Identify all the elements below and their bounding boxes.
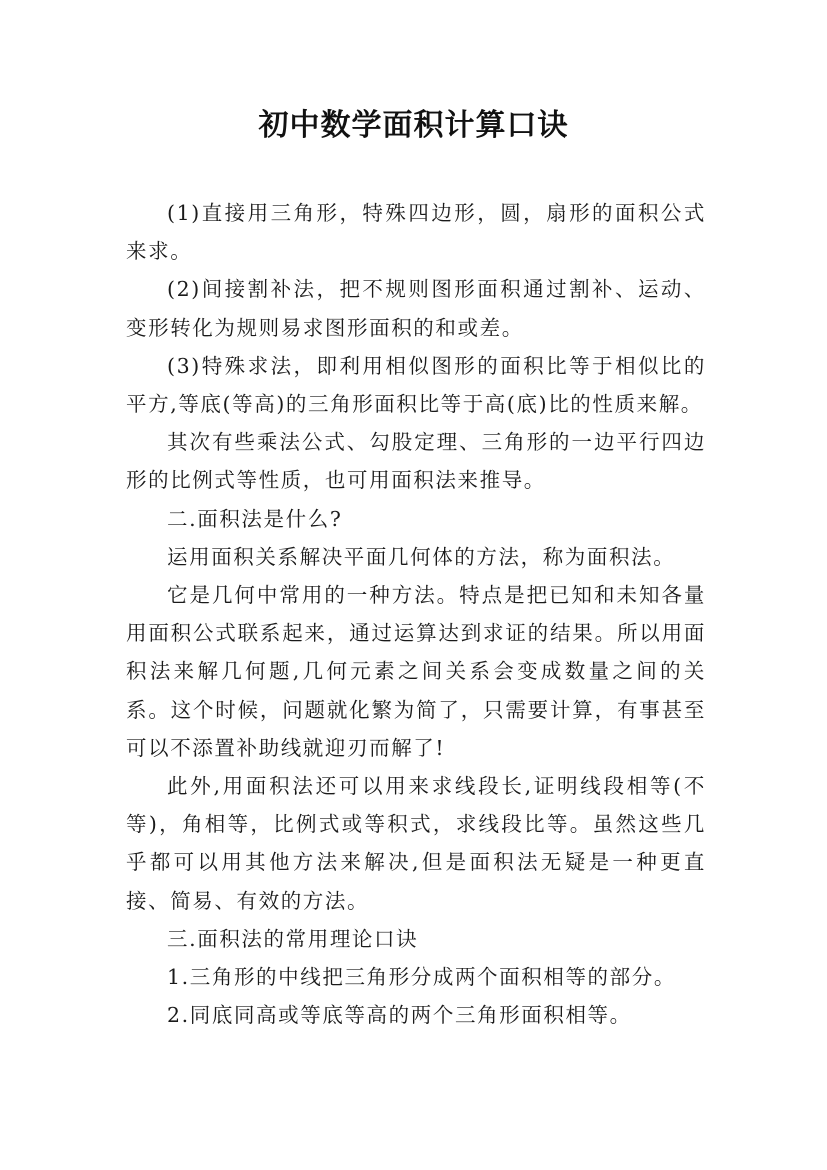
paragraph-characteristics: 它是几何中常用的一种方法。特点是把已知和未知各量用面积公式联系起来，通过运算达到求证的结果。所以用面积法来解几何题,几何元素之间关系会变成数量之间的关系。这个时候，问题就化繁为简了，只需要计算，有事甚至可以不添置补助线就迎刃而解了! xyxy=(126,583,706,760)
paragraph-indirect-method: (2)间接割补法，把不规则图形面积通过割补、运动、变形转化为规则易求图形面积的和或差。 xyxy=(126,277,706,340)
paragraph-applications: 此外,用面积法还可以用来求线段长,证明线段相等(不等)，角相等，比例式或等积式，求线段比等。虽然这些几乎都可以用其他方法来解决,但是面积法无疑是一种更直接、简易、有效的方法。 xyxy=(126,774,706,913)
paragraph-special-method: (3)特殊求法，即利用相似图形的面积比等于相似比的平方,等底(等高)的三角形面积比等于高(底)比的性质来解。 xyxy=(126,353,706,417)
mnemonic-item-1: 1.三角形的中线把三角形分成两个面积相等的部分。 xyxy=(167,965,676,990)
document-body xyxy=(126,194,706,1034)
paragraph-direct-method: (1)直接用三角形，特殊四边形，圆，扇形的面积公式来求。 xyxy=(126,201,706,264)
paragraph-derivation: 其次有些乘法公式、勾股定理、三角形的一边平行四边形的比例式等性质，也可用面积法来推导。 xyxy=(126,430,706,493)
section-heading-what-is: 二.面积法是什么? xyxy=(167,506,343,531)
mnemonic-item-2: 2.同底同高或等底等高的两个三角形面积相等。 xyxy=(167,1003,632,1028)
document-title: 初中数学面积计算口诀 xyxy=(258,108,569,143)
paragraph-definition: 运用面积关系解决平面几何体的方法，称为面积法。 xyxy=(167,544,676,569)
section-heading-mnemonics: 三.面积法的常用理论口诀 xyxy=(167,926,419,951)
